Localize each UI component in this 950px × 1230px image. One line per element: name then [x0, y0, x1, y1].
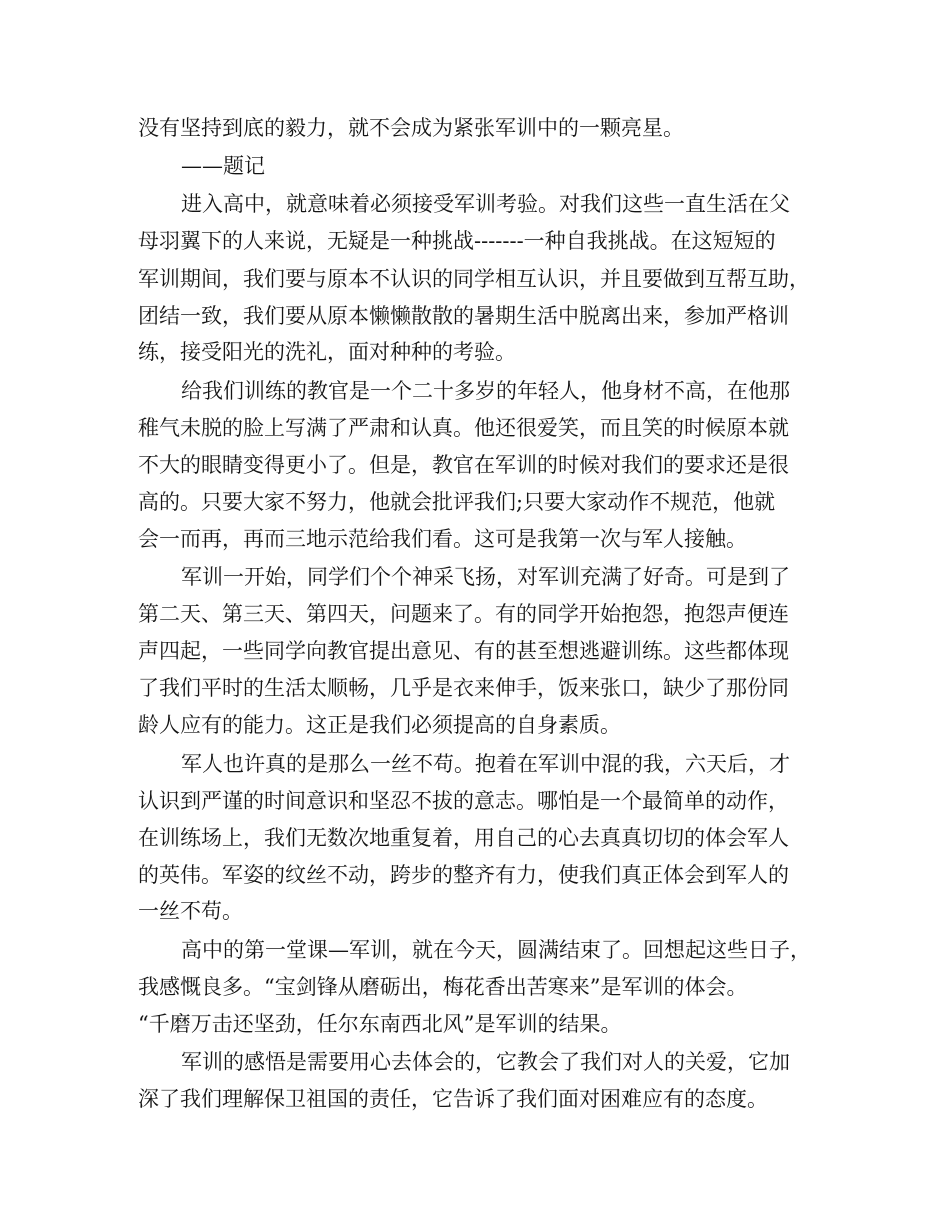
paragraph-3-line-1: 军训一开始，同学们个个神采飞扬，对军训充满了好奇。可是到了: [181, 565, 790, 589]
paragraph-3-line-3: 声四起，一些同学向教官提出意见、有的甚至想逃避训练。这些都体现: [138, 639, 789, 663]
paragraph-5-line-3: “千磨万击还坚劲，任尔东南西北风”是军训的结果。: [138, 1012, 622, 1036]
paragraph-4-line-2: 认识到严谨的时间意识和坚忍不拔的意志。哪怕是一个最简单的动作，: [138, 789, 789, 813]
paragraph-1-line-5: 练，接受阳光的洗礼，面对种种的考验。: [138, 340, 516, 364]
paragraph-1-line-4: 团结一致，我们要从原本懒懒散散的暑期生活中脱离出来，参加严格训: [138, 304, 789, 328]
paragraph-3-line-5: 龄人应有的能力。这正是我们必须提高的自身素质。: [138, 713, 621, 737]
paragraph-2-line-5: 会一而再，再而三地示范给我们看。这可是我第一次与军人接触。: [138, 527, 747, 551]
paragraph-5-line-1: 高中的第一堂课—军训，就在今天，圆满结束了。回想起这些日子，: [181, 938, 811, 962]
paragraph-4-line-3: 在训练场上，我们无数次地重复着，用自己的心去真真切切的体会军人: [138, 826, 789, 850]
paragraph-6-line-2: 深了我们理解保卫祖国的责任，它告诉了我们面对困难应有的态度。: [138, 1087, 768, 1111]
paragraph-1-line-1: 进入高中，就意味着必须接受军训考验。对我们这些一直生活在父: [181, 192, 790, 216]
paragraph-2-line-3: 不大的眼睛变得更小了。但是，教官在军训的时候对我们的要求还是很: [138, 453, 789, 477]
paragraph-3-line-2: 第二天、第三天、第四天，问题来了。有的同学开始抱怨，抱怨声便连: [138, 602, 789, 626]
paragraph-2-line-1: 给我们训练的教官是一个二十多岁的年轻人，他身材不高，在他那: [181, 379, 790, 403]
paragraph-5-line-2: 我感慨良多。“宝剑锋从磨砺出，梅花香出苦寒来”是军训的体会。: [138, 975, 748, 999]
paragraph-3-line-4: 了我们平时的生活太顺畅，几乎是衣来伸手，饭来张口，缺少了那份同: [138, 676, 789, 700]
paragraph-2-line-4: 高的。只要大家不努力，他就会批评我们;只要大家动作不规范，他就: [138, 490, 776, 514]
epigraph-line: 没有坚持到底的毅力，就不会成为紧张军训中的一颗亮星。: [138, 116, 684, 140]
paragraph-1-line-2: 母羽翼下的人来说，无疑是一种挑战-------一种自我挑战。在这短短的: [138, 229, 776, 253]
paragraph-4-line-1: 军人也许真的是那么一丝不苟。抱着在军训中混的我，六天后，才: [181, 752, 790, 776]
epigraph-attribution: ——题记: [181, 154, 265, 178]
paragraph-2-line-2: 稚气未脱的脸上写满了严肃和认真。他还很爱笑，而且笑的时候原本就: [138, 416, 789, 440]
paragraph-6-line-1: 军训的感悟是需要用心去体会的，它教会了我们对人的关爱，它加: [181, 1050, 790, 1074]
paragraph-4-line-4: 的英伟。军姿的纹丝不动，跨步的整齐有力，使我们真正体会到军人的: [138, 863, 789, 887]
paragraph-1-line-3: 军训期间，我们要与原本不认识的同学相互认识，并且要做到互帮互助，: [138, 267, 810, 291]
paragraph-4-line-5: 一丝不苟。: [138, 899, 243, 923]
